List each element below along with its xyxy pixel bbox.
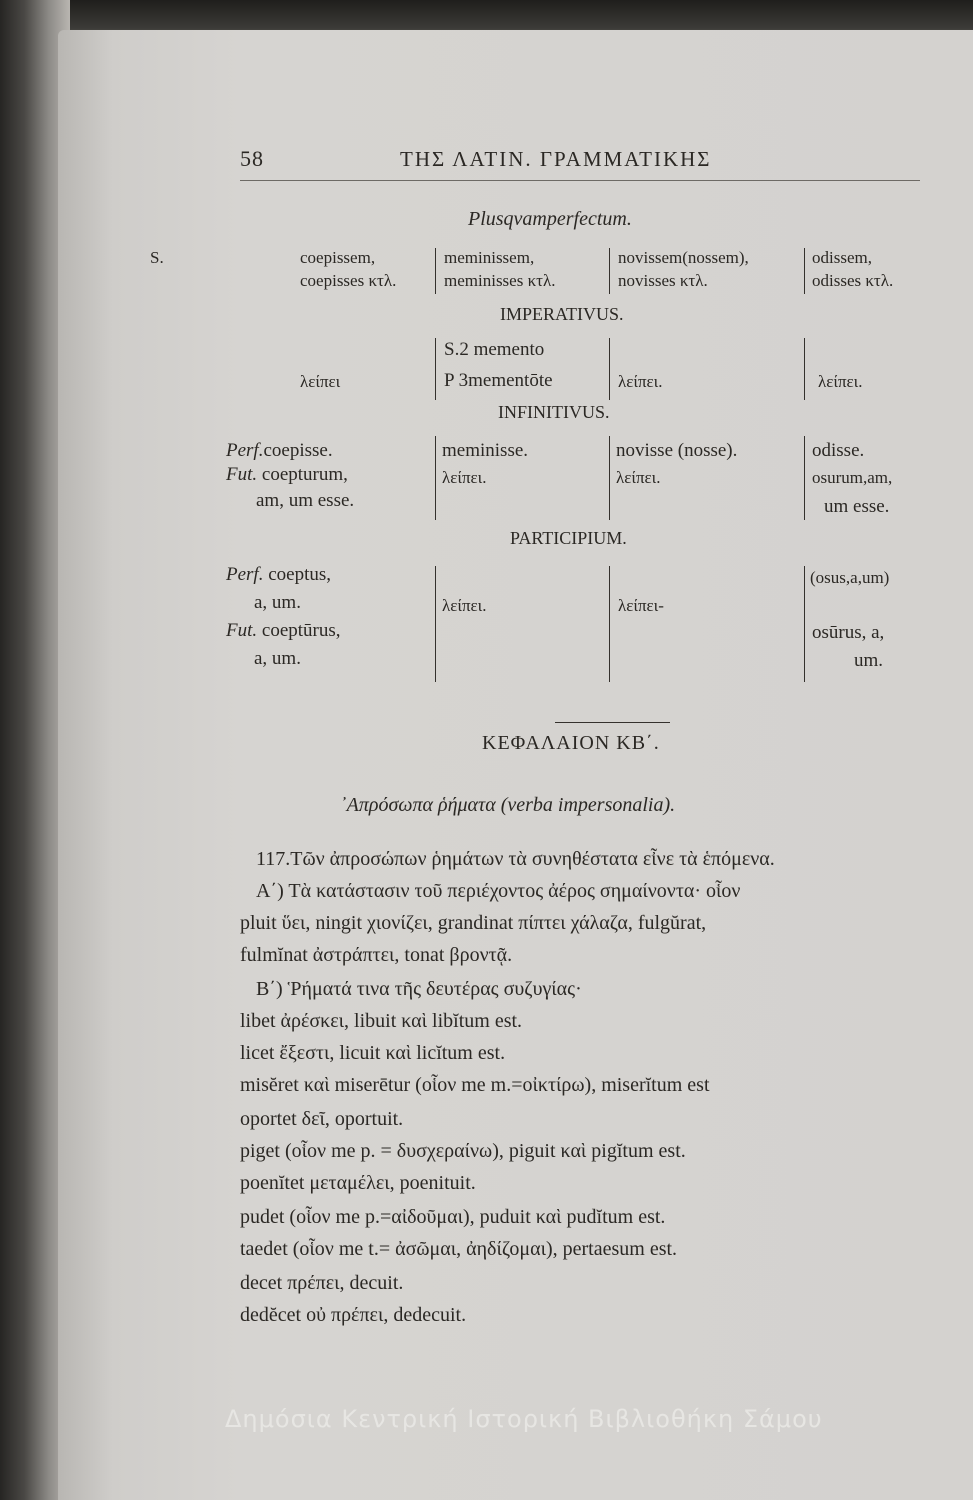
- column-divider: [609, 566, 610, 682]
- imperativus-col4: λείπει.: [818, 372, 863, 391]
- body-line: licet ἔξεστι, licuit καὶ licĭtum est.: [240, 1042, 506, 1064]
- column-divider: [609, 436, 610, 520]
- chapter-subtitle-latin: (verba impersonalia).: [500, 794, 676, 816]
- imperativus-col1: λείπει: [300, 372, 341, 391]
- participium-col3: λείπει-: [618, 596, 664, 615]
- body-line: poenĭtet μεταμέλει, poenituit.: [240, 1172, 476, 1194]
- infinitivus-fut-form: coepturum,: [261, 464, 348, 485]
- column-divider: [609, 248, 610, 294]
- tense-fut-label: Fut.: [226, 620, 258, 641]
- participium-fut-form: coeptūrus,: [261, 620, 341, 641]
- imperativus-col2-line1: S.2 memento: [444, 339, 545, 360]
- column-divider: [435, 248, 436, 294]
- plusquam-col1-line2: coepisses κτλ.: [300, 271, 397, 290]
- chapter-subtitle-greek: ᾿Απρόσωπα ῥήματα: [340, 794, 496, 816]
- body-line: oportet δεῖ, oportuit.: [240, 1108, 404, 1130]
- imperativus-col2-line2: P 3mementōte: [444, 370, 553, 391]
- infinitivus-col1-line1: [226, 440, 333, 462]
- participium-col2: λείπει.: [442, 596, 487, 615]
- header-rule: [240, 180, 920, 181]
- chapter-subtitle: [340, 794, 675, 817]
- plusquam-col4-line1: odissem,: [812, 248, 872, 267]
- page-number: 58: [240, 146, 264, 171]
- body-line: decet πρέπει, decuit.: [240, 1272, 404, 1294]
- running-title: ΤΗΣ ΛΑΤΙΝ. ΓΡΑΜΜΑΤΙΚΗΣ: [400, 147, 712, 171]
- participium-perf-form: coeptus,: [268, 564, 332, 585]
- plusquam-col1-line1: coepissem,: [300, 248, 376, 267]
- participium-col1-line3: [226, 620, 341, 642]
- tense-perf-label: Perf.: [226, 564, 264, 585]
- plusquam-col4-line2: odisses κτλ.: [812, 271, 894, 290]
- body-line: dedĕcet οὐ πρέπει, dedecuit.: [240, 1304, 467, 1326]
- body-line: fulmĭnat ἀστράπτει, tonat βροντᾷ.: [240, 944, 513, 966]
- column-divider: [804, 248, 805, 294]
- column-divider: [804, 566, 805, 682]
- plusquam-col2-line1: meminissem,: [444, 248, 535, 267]
- tense-fut-label: Fut.: [226, 464, 258, 485]
- column-divider: [435, 566, 436, 682]
- section-heading-participium: PARTICIPIUM.: [510, 528, 627, 548]
- section-rule: [555, 722, 670, 723]
- section-heading-imperativus: IMPERATIVUS.: [500, 304, 624, 324]
- infinitivus-col3-line1: novisse (nosse).: [616, 440, 738, 461]
- body-line: misĕret καὶ miserētur (οἷον me m.=οἰκτίρω), miserĭtum est: [240, 1074, 710, 1096]
- body-line: Α΄) Τὰ κατάστασιν τοῦ περιέχοντος ἀέρος σημαίνοντα· οἷον: [256, 880, 741, 902]
- tense-perf-label: Perf.: [226, 440, 264, 461]
- infinitivus-col4-line3: um esse.: [824, 496, 890, 517]
- plusquam-col3-line1: novissem(nossem),: [618, 248, 749, 267]
- participium-col4-line1: (osus,a,um): [810, 568, 890, 587]
- column-divider: [804, 338, 805, 400]
- section-heading-infinitivus: INFINITIVUS.: [498, 402, 610, 422]
- plusquam-col3-line2: novisses κτλ.: [618, 271, 708, 290]
- chapter-title: ΚΕΦΑΛΑΙΟΝ ΚΒ΄.: [482, 732, 660, 754]
- column-divider: [435, 338, 436, 400]
- column-divider: [609, 338, 610, 400]
- participium-col4-line2: osūrus, a,: [812, 622, 885, 643]
- body-line: pluit ὕει, ningit χιονίζει, grandinat πίπτει χάλαζα, fulgŭrat,: [240, 912, 707, 934]
- section-heading-plusquam: Plusqvamperfectum.: [468, 208, 632, 230]
- body-line: taedet (οἷον me t.= ἀσῶμαι, ἀηδίζομαι), pertaesum est.: [240, 1238, 678, 1260]
- participium-col4-line3: um.: [854, 650, 884, 671]
- infinitivus-col4-line2: osurum,am,: [812, 468, 893, 487]
- plusquam-col2-line2: meminisses κτλ.: [444, 271, 556, 290]
- participium-col1-line1: [226, 564, 331, 586]
- infinitivus-col2-line2: λείπει.: [442, 468, 487, 487]
- library-watermark: Δημόσια Κεντρική Ιστορική Βιβλιοθήκη Σάμου: [225, 1405, 823, 1433]
- book-page: [58, 30, 973, 1500]
- infinitivus-col1-line3: am, um esse.: [256, 490, 355, 511]
- column-divider: [804, 436, 805, 520]
- infinitivus-perf-form: coepisse.: [263, 440, 333, 461]
- infinitivus-col4-line1: odisse.: [812, 440, 865, 461]
- plusquam-label: S.: [150, 248, 164, 267]
- body-line: pudet (οἷον me p.=αἰδοῦμαι), puduit καὶ pudĭtum est.: [240, 1206, 666, 1228]
- participium-col1-line2: a, um.: [254, 592, 301, 613]
- infinitivus-col3-line2: λείπει.: [616, 468, 661, 487]
- infinitivus-col1-line2: [226, 464, 348, 486]
- body-line: Β΄) Ῥήματά τινα τῆς δευτέρας συζυγίας·: [256, 978, 582, 1000]
- imperativus-col3: λείπει.: [618, 372, 663, 391]
- participium-col1-line4: a, um.: [254, 648, 301, 669]
- body-line: libet ἀρέσκει, libuit καὶ libĭtum est.: [240, 1010, 523, 1032]
- column-divider: [435, 436, 436, 520]
- infinitivus-col2-line1: meminisse.: [442, 440, 529, 461]
- body-line: 117.Τῶν ἀπροσώπων ῥημάτων τὰ συνηθέστατα εἶνε τὰ ἑπόμενα.: [256, 848, 775, 870]
- body-line: piget (οἷον me p. = δυσχεραίνω), piguit καὶ pigĭtum est.: [240, 1140, 686, 1162]
